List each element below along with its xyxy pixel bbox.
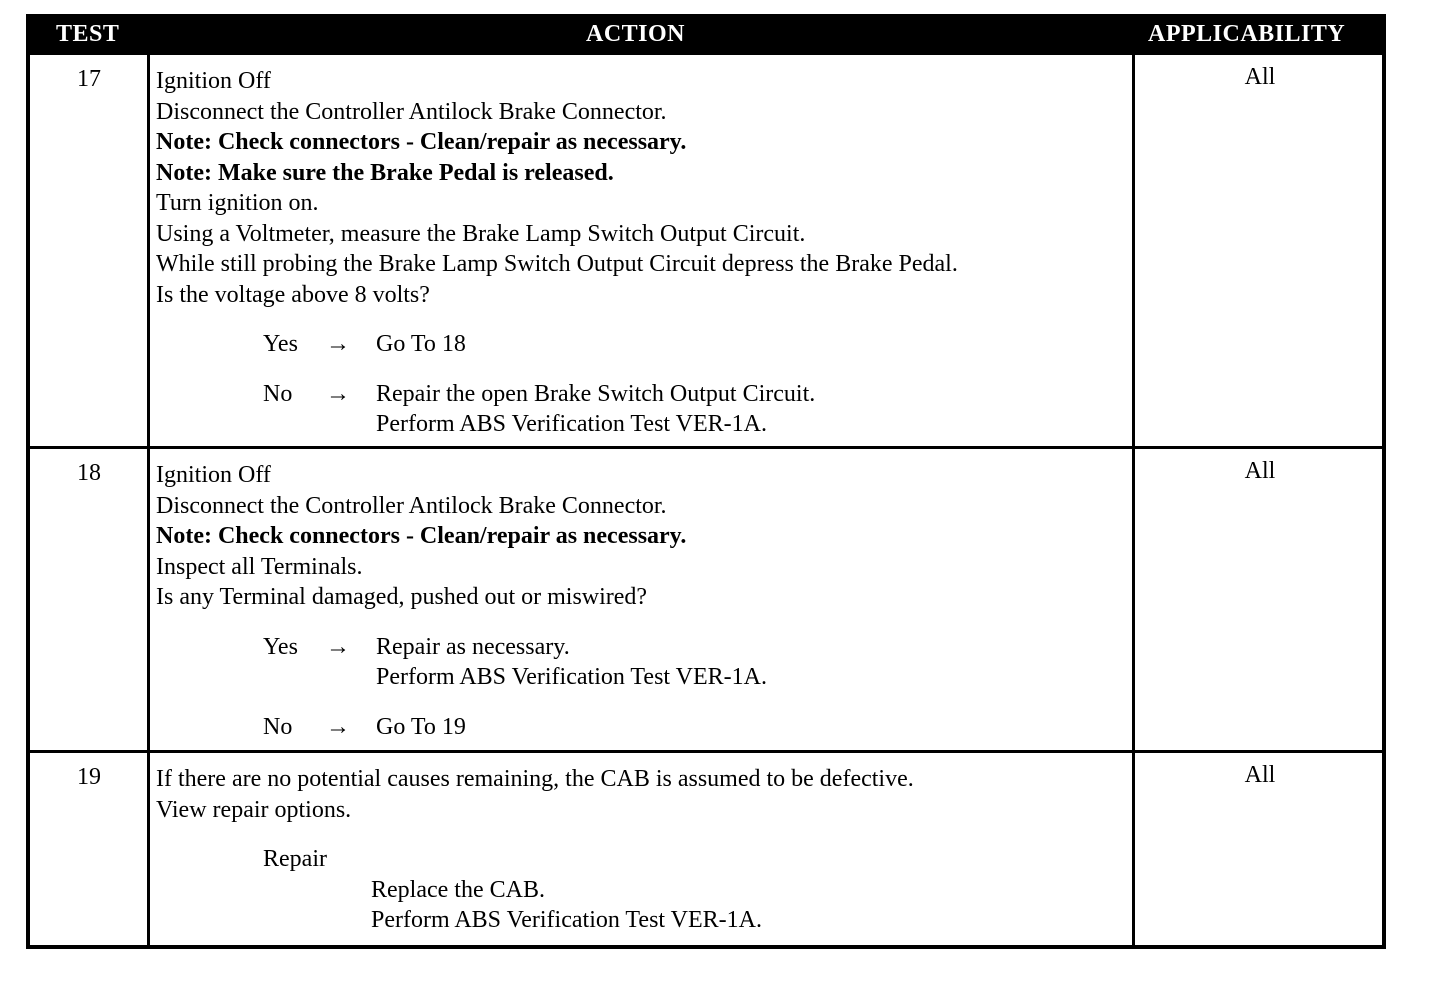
yes-result-2: Perform ABS Verification Test VER-1A. [376,664,767,690]
repair-label-text: Repair [263,846,327,872]
action-line: Ignition Off [156,462,271,488]
header-applicability: APPLICABILITY [1148,21,1346,47]
test-number: 18 [77,460,101,486]
note-line: Note: Check connectors - Clean/repair as necessary. [156,129,687,155]
repair-item [156,875,1136,905]
note-line: Note: Check connectors - Clean/repair as necessary. [156,523,687,549]
arrow-icon: → [326,331,350,357]
action-line: Turn ignition on. [156,190,319,216]
row-divider [30,750,1382,753]
row-divider [30,446,1382,449]
action-cell [156,460,1136,742]
action-line: While still probing the Brake Lamp Switch Output Circuit depress the Brake Pedal. [156,251,958,277]
action-line: View repair options. [156,796,352,823]
question-line: Is the voltage above 8 volts? [156,281,430,308]
no-result-2: Perform ABS Verification Test VER-1A. [376,411,767,437]
yes-label: Yes [263,331,298,357]
action-line: Ignition Off [156,68,271,94]
repair-item [156,905,1136,935]
yes-result: Go To 18 [376,331,466,357]
no-result: Go To 19 [376,713,466,740]
no-branch-continued [156,409,1136,440]
action-line: Disconnect the Controller Antilock Brake Connector. [156,492,667,519]
repair-item-text: Perform ABS Verification Test VER-1A. [371,906,762,933]
header-action: ACTION [586,21,686,47]
column-divider [147,55,150,945]
diagnostic-table [26,14,1386,949]
no-label: No [263,713,293,740]
repair-label [156,844,1136,875]
repair-item-text: Replace the CAB. [371,876,545,903]
action-line: Disconnect the Controller Antilock Brake Connector. [156,98,667,125]
action-cell [156,764,1136,935]
test-number: 17 [77,66,101,92]
action-cell [156,66,1136,440]
no-branch [156,712,1136,743]
table-header [26,14,1386,55]
yes-branch [156,632,1136,663]
applicability-cell: All [1244,458,1276,484]
yes-branch [156,329,1136,360]
note-line: Note: Make sure the Brake Pedal is released. [156,159,614,186]
applicability-cell: All [1244,762,1276,788]
arrow-icon: → [326,380,350,407]
no-label: No [263,380,293,407]
question-line: Is any Terminal damaged, pushed out or miswired? [156,584,648,610]
arrow-icon: → [326,633,350,660]
no-branch [156,379,1136,410]
action-line: Using a Voltmeter, measure the Brake Lamp Switch Output Circuit. [156,220,806,247]
action-line: If there are no potential causes remaining, the CAB is assumed to be defective. [156,766,914,792]
test-number: 19 [77,764,101,790]
yes-label: Yes [263,633,298,660]
arrow-icon: → [326,713,350,740]
no-result: Repair the open Brake Switch Output Circuit. [376,380,816,407]
yes-result: Repair as necessary. [376,633,570,660]
applicability-cell: All [1244,64,1276,90]
header-test: TEST [56,21,120,47]
yes-branch-continued [156,662,1136,693]
action-line: Inspect all Terminals. [156,553,363,580]
